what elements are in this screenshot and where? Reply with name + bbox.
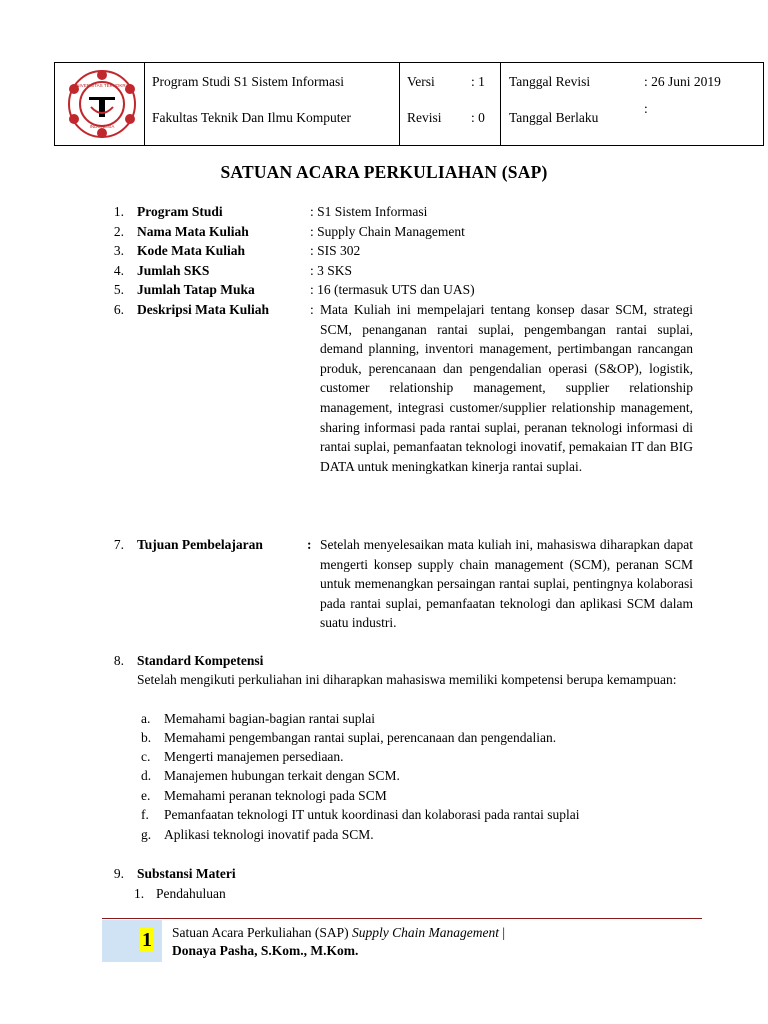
item-4-label: Jumlah SKS — [137, 263, 210, 278]
tanggal-revisi-value: : 26 Juni 2019 — [644, 74, 721, 89]
competency-a-marker: a. — [141, 711, 151, 726]
footer-title-italic: Supply Chain Management — [351, 925, 499, 940]
item-5-number: 5. — [113, 282, 124, 297]
item-1-label: Program Studi — [137, 204, 223, 219]
competency-e-text: Memahami peranan teknologi pada SCM — [164, 788, 387, 803]
competency-c-text: Mengerti manajemen persediaan. — [164, 749, 344, 764]
item-3-number: 3. — [113, 243, 124, 258]
header-table — [54, 62, 764, 146]
item-1-number: 1. — [113, 204, 124, 219]
competency-b-text: Memahami pengembangan rantai suplai, perencanaan dan pengendalian. — [164, 730, 557, 745]
item-5-label: Jumlah Tatap Muka — [137, 282, 255, 297]
footer-rule — [102, 918, 702, 919]
course-description: Mata Kuliah ini mempelajari tentang konsep dasar SCM, strategi SCM, penanganan rantai suplai, pengembangan rantai suplai, demand planning, inventori management, pertimbangan rancangan produk, perencanaan dan pengendalian operasi (S&OP), logistik, customer relationship management, supplier relationship management, integrasi customer/supplier relationship management, sharing informasi pada rantai suplai, peranan teknologi informasi di rantai suplai, pemanfaatan teknologi inovatif, pemakaian IT dan BIG DATA untuk meningkatkan kinerja rantai suplai. — [320, 302, 693, 474]
competency-f-marker: f. — [141, 807, 149, 822]
competency-d-text: Manajemen hubungan terkait dengan SCM. — [164, 768, 400, 783]
competency-f-text: Pemanfaatan teknologi IT untuk koordinasi dan kolaborasi pada rantai suplai — [164, 807, 580, 822]
material-1-text: Pendahuluan — [156, 886, 226, 901]
tanggal-berlaku-value: : — [644, 101, 648, 116]
competency-e-marker: e. — [141, 788, 151, 803]
item-7-colon: : — [307, 537, 312, 552]
item-6-number: 6. — [113, 302, 124, 317]
item-4-number: 4. — [113, 263, 124, 278]
revisi-value: : 0 — [471, 110, 485, 125]
competency-g-marker: g. — [141, 827, 152, 842]
item-7-label: Tujuan Pembelajaran — [137, 537, 263, 552]
page-title: SATUAN ACARA PERKULIAHAN (SAP) — [220, 162, 548, 182]
footer-title-separator: | — [498, 925, 506, 940]
tanggal-berlaku-label: Tanggal Berlaku — [509, 110, 599, 125]
program-name: Program Studi S1 Sistem Informasi — [152, 74, 344, 89]
item-8-label: Standard Kompetensi — [137, 653, 264, 668]
learning-objective: Setelah menyelesaikan mata kuliah ini, mahasiswa diharapkan dapat mengerti konsep supply chain management (SCM), peranan SCM untuk memenangkan persaingan rantai suplai, pentingnya kolaborasi pada rantai suplai, pemanfaatan teknologi dan aplikasi SCM dalam suatu industri. — [320, 537, 693, 631]
item-4-value: : 3 SKS — [310, 263, 353, 278]
item-9-label: Substansi Materi — [137, 866, 236, 881]
item-6-label: Deskripsi Mata Kuliah — [137, 302, 270, 317]
versi-value: : 1 — [471, 74, 485, 89]
item-2-number: 2. — [113, 224, 124, 239]
revisi-label: Revisi — [407, 110, 442, 125]
footer-title — [172, 925, 505, 941]
item-7-number: 7. — [113, 537, 124, 552]
competency-g-text: Aplikasi teknologi inovatif pada SCM. — [164, 827, 374, 842]
competency-a-text: Memahami bagian-bagian rantai suplai — [164, 711, 376, 726]
item-8-number: 8. — [113, 653, 124, 668]
faculty-name: Fakultas Teknik Dan Ilmu Komputer — [152, 110, 352, 125]
competency-b-marker: b. — [141, 730, 152, 745]
page-number: 1 — [142, 929, 152, 951]
material-1-number: 1. — [134, 886, 145, 901]
footer-author: Donaya Pasha, S.Kom., M.Kom. — [172, 943, 359, 958]
tanggal-revisi-label: Tanggal Revisi — [509, 74, 591, 89]
competency-intro: Setelah mengikuti perkuliahan ini diharapkan mahasiswa memiliki kompetensi berupa kemampuan: — [137, 672, 677, 687]
versi-label: Versi — [407, 74, 435, 89]
item-2-value: : Supply Chain Management — [310, 224, 465, 239]
logo-text-bottom: INDONESIA — [89, 124, 115, 129]
item-6-colon: : — [310, 302, 314, 317]
item-5-value: : 16 (termasuk UTS dan UAS) — [310, 282, 475, 297]
item-9-number: 9. — [113, 866, 124, 881]
item-2-label: Nama Mata Kuliah — [137, 224, 249, 239]
logo-text-top: UNIVERSITAS TEKNOKRAT — [72, 83, 132, 88]
item-3-value: : SIS 302 — [310, 243, 361, 258]
item-1-value: : S1 Sistem Informasi — [310, 204, 428, 219]
competency-d-marker: d. — [141, 768, 152, 783]
university-logo-icon — [61, 67, 143, 141]
item-3-label: Kode Mata Kuliah — [137, 243, 246, 258]
competency-c-marker: c. — [141, 749, 151, 764]
footer-title-plain: Satuan Acara Perkuliahan (SAP) — [172, 925, 352, 940]
